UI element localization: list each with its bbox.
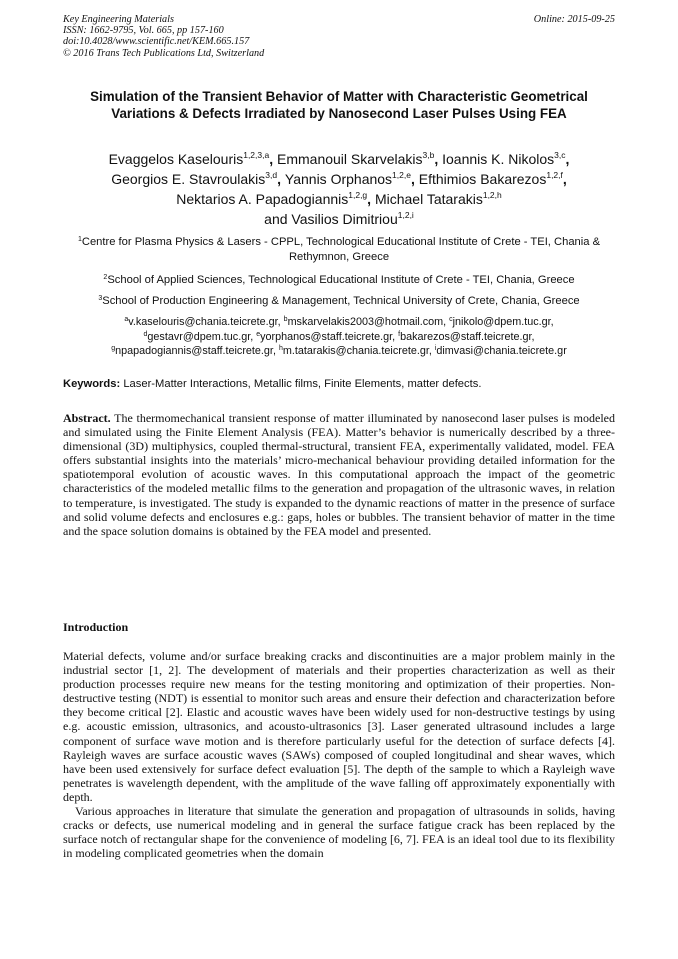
- affiliation-marker: 2: [103, 274, 108, 281]
- email-address[interactable]: bakarezos@staff.teicrete.gr: [400, 330, 532, 343]
- email-marker: d: [143, 330, 148, 338]
- author-name: Michael Tatarakis: [374, 191, 483, 207]
- email-address[interactable]: v.kaselouris@chania.teicrete.gr: [128, 316, 278, 328]
- affiliation-2: [63, 273, 615, 288]
- email-list: [63, 315, 615, 359]
- author-name: Ioannis K. Nikolos: [442, 151, 555, 167]
- email-marker: e: [256, 330, 261, 338]
- affiliation-text: School of Production Engineering & Management, Technical University of Crete, Chania, Greece: [102, 295, 580, 307]
- affiliation-3: [63, 294, 615, 309]
- author-affiliation-marker: 1,2,g: [348, 190, 368, 200]
- affiliation-marker: 3: [98, 295, 103, 302]
- email-marker: b: [283, 316, 288, 323]
- keywords-text: Laser-Matter Interactions, Metallic films, Finite Elements, matter defects.: [123, 378, 482, 390]
- author-line: Nektarios A. Papadogiannis$^{1,2,g}$, Michael Tatarakis$^{1,2,h}$: [176, 190, 502, 207]
- email-marker: c: [449, 316, 453, 323]
- paper-title: Simulation of the Transient Behavior of Matter with Characteristic Geometrical Variations & Defects Irradiated by Nanosecond Laser Pulses Using FEA: [90, 89, 588, 121]
- email-address[interactable]: gestavr@dpem.tuc.gr: [147, 330, 251, 343]
- journal-name: Key Engineering Materials: [63, 14, 174, 25]
- email-marker: a: [124, 316, 129, 323]
- author-line: [63, 209, 615, 229]
- email-address[interactable]: dimvasi@chania.teicrete.gr: [436, 345, 567, 358]
- author-affiliation-marker: 1,2,h: [482, 190, 502, 200]
- affiliation-text: School of Applied Sciences, Technological Educational Institute of Crete - TEI, Chania, Greece: [107, 274, 575, 286]
- author-line: Evaggelos Kaselouris$^{1,2,3,a}$, Emmanouil Skarvelakis$^{3,b}$, Ioannis K. Nikolos$^{3,c}$,: [108, 150, 570, 167]
- journal-doi: doi:10.4028/www.scientific.net/KEM.665.157: [63, 36, 250, 48]
- introduction-heading: Introduction: [63, 620, 129, 634]
- introduction-paragraph: Material defects, volume and/or surface breaking cracks and discontinuities are a major problem mainly in the industrial sector [1, 2]. The development of materials and their properties characterization as well as their production processes require new means for the testing monitoring and optimization of their properties. Non-destructive testing (NDT) is essential to monitor such areas and ensure their defection and characterization before they become critical [2]. Elastic and acoustic waves have been widely used for non-destructive testings by using e.g. acoustic emission, ultrasonics, and acousto-ultrasonics [3]. Laser generated ultrasound includes a large component of surface wave motion and is therefore particularly useful for the detection of surface defects [4]. Rayleigh waves are surface acoustic waves (SAWs) composed of coupled longitudinal and shear waves, which have been used extensively for surface defect evaluation [5]. The depth of the sample to which a Rayleigh wave penetrates is wavelength dependent, with the amplitude of the wave falling off approximately exponentially with depth.: [63, 649, 615, 804]
- email-line: $^g$npapadogiannis@staff.teicrete.gr, $^h$m.tatarakis@chania.teicrete.gr, $^i$dimvasi@chania.teicrete.gr: [111, 345, 567, 358]
- author-affiliation-marker: 1,2,i: [397, 210, 414, 220]
- email-marker: h: [278, 345, 283, 353]
- email-address[interactable]: mskarvelakis2003@hotmail.com: [287, 316, 444, 328]
- author-affiliation-marker: 1,2,f: [546, 170, 563, 180]
- email-address[interactable]: jnikolo@dpem.tuc.gr: [452, 316, 551, 328]
- email-address[interactable]: m.tatarakis@chania.teicrete.gr: [282, 345, 429, 358]
- email-marker: g: [111, 345, 116, 353]
- introduction-paragraph: Various approaches in literature that simulate the generation and propagation of ultrasounds in solids, having cracks or defects, use numerical modeling and in general the surface fatigue crack has been replaced by the surface notch of rectangular shape for the convenience of modeling [6, 7]. FEA is an ideal tool due to its flexibility in modeling complicated geometries when the domain: [63, 804, 615, 861]
- journal-issn: ISSN: 1662-9795, Vol. 665, pp 157-160: [63, 25, 224, 37]
- author-name: Georgios E. Stavroulakis: [111, 171, 266, 187]
- email-address[interactable]: npapadogiannis@staff.teicrete.gr: [115, 345, 273, 358]
- email-address[interactable]: yorphanos@staff.teicrete.gr: [260, 330, 393, 343]
- email-line: $^d$gestavr@dpem.tuc.gr, $^e$yorphanos@staff.teicrete.gr, $^f$bakarezos@staff.teicrete.gr,: [143, 330, 535, 343]
- author-name: Vasilios Dimitriou: [291, 211, 398, 227]
- author-affiliation-marker: 1,2,e: [392, 170, 411, 180]
- introduction-body: [63, 649, 615, 860]
- author-name: Efthimios Bakarezos: [418, 171, 547, 187]
- keywords: [63, 377, 615, 392]
- author-name: Nektarios A. Papadogiannis: [176, 191, 349, 207]
- author-line: Georgios E. Stavroulakis$^{3,d}$, Yannis Orphanos$^{1,2,e}$, Efthimios Bakarezos$^{1,2,f}$,: [111, 170, 567, 187]
- abstract-label: Abstract.: [63, 411, 111, 425]
- online-date: Online: 2015-09-25: [533, 14, 615, 25]
- email-marker: i: [434, 345, 437, 353]
- email-marker: f: [398, 330, 401, 338]
- abstract-text: The thermomechanical transient response of matter illuminated by nanosecond laser pulses is modeled and simulated using the Finite Element Analysis (FEA). Matter’s behavior is numerically described by a three-dimensional (3D) multiphysics, coupled thermal-structural, transient FEA, experimentally validated, model. FEA offers substantial insights into the materials’ micro-mechanical behaviour providing detailed information for the spatiotemporal evolution of acoustic waves. In this computational approach the impact of the geometric characteristics of the modeled metallic films to the generation and propagation of the ultrasonic waves, in relation to temperature, is investigated. The study is expanded to the dynamic reactions of matter in the presence of surface and solid volume defects and enclosures e.g.: gaps, holes or bubbles. The transient behavior of matter in the time and the space solution domains is obtained by the FEA model and presented.: [63, 411, 615, 538]
- author-affiliation-marker: 1,2,3,a: [243, 150, 270, 160]
- journal-header: [63, 14, 615, 59]
- author-name: Evaggelos Kaselouris: [108, 151, 244, 167]
- keywords-label: Keywords:: [63, 378, 121, 390]
- abstract: [63, 411, 615, 538]
- affiliation-text: Centre for Plasma Physics & Lasers - CPPL, Technological Educational Institute of Crete - TEI, Chania & Rethymnon, Greece: [81, 236, 601, 263]
- author-affiliation-marker: 3,c: [554, 150, 566, 160]
- author-name: Yannis Orphanos: [284, 171, 393, 187]
- affiliation-marker: 1: [77, 236, 82, 243]
- author-list: [63, 149, 615, 229]
- author-name: Emmanouil Skarvelakis: [277, 151, 423, 167]
- email-line: $^a$v.kaselouris@chania.teicrete.gr, $^b$mskarvelakis2003@hotmail.com, $^c$jnikolo@dpem.tuc.gr,: [124, 316, 554, 328]
- author-affiliation-marker: 3,b: [422, 150, 435, 160]
- journal-copyright: © 2016 Trans Tech Publications Ltd, Switzerland: [63, 47, 265, 59]
- author-affiliation-marker: 3,d: [265, 170, 278, 180]
- author-conjunction: and: [264, 211, 288, 227]
- affiliation-1: [63, 235, 615, 265]
